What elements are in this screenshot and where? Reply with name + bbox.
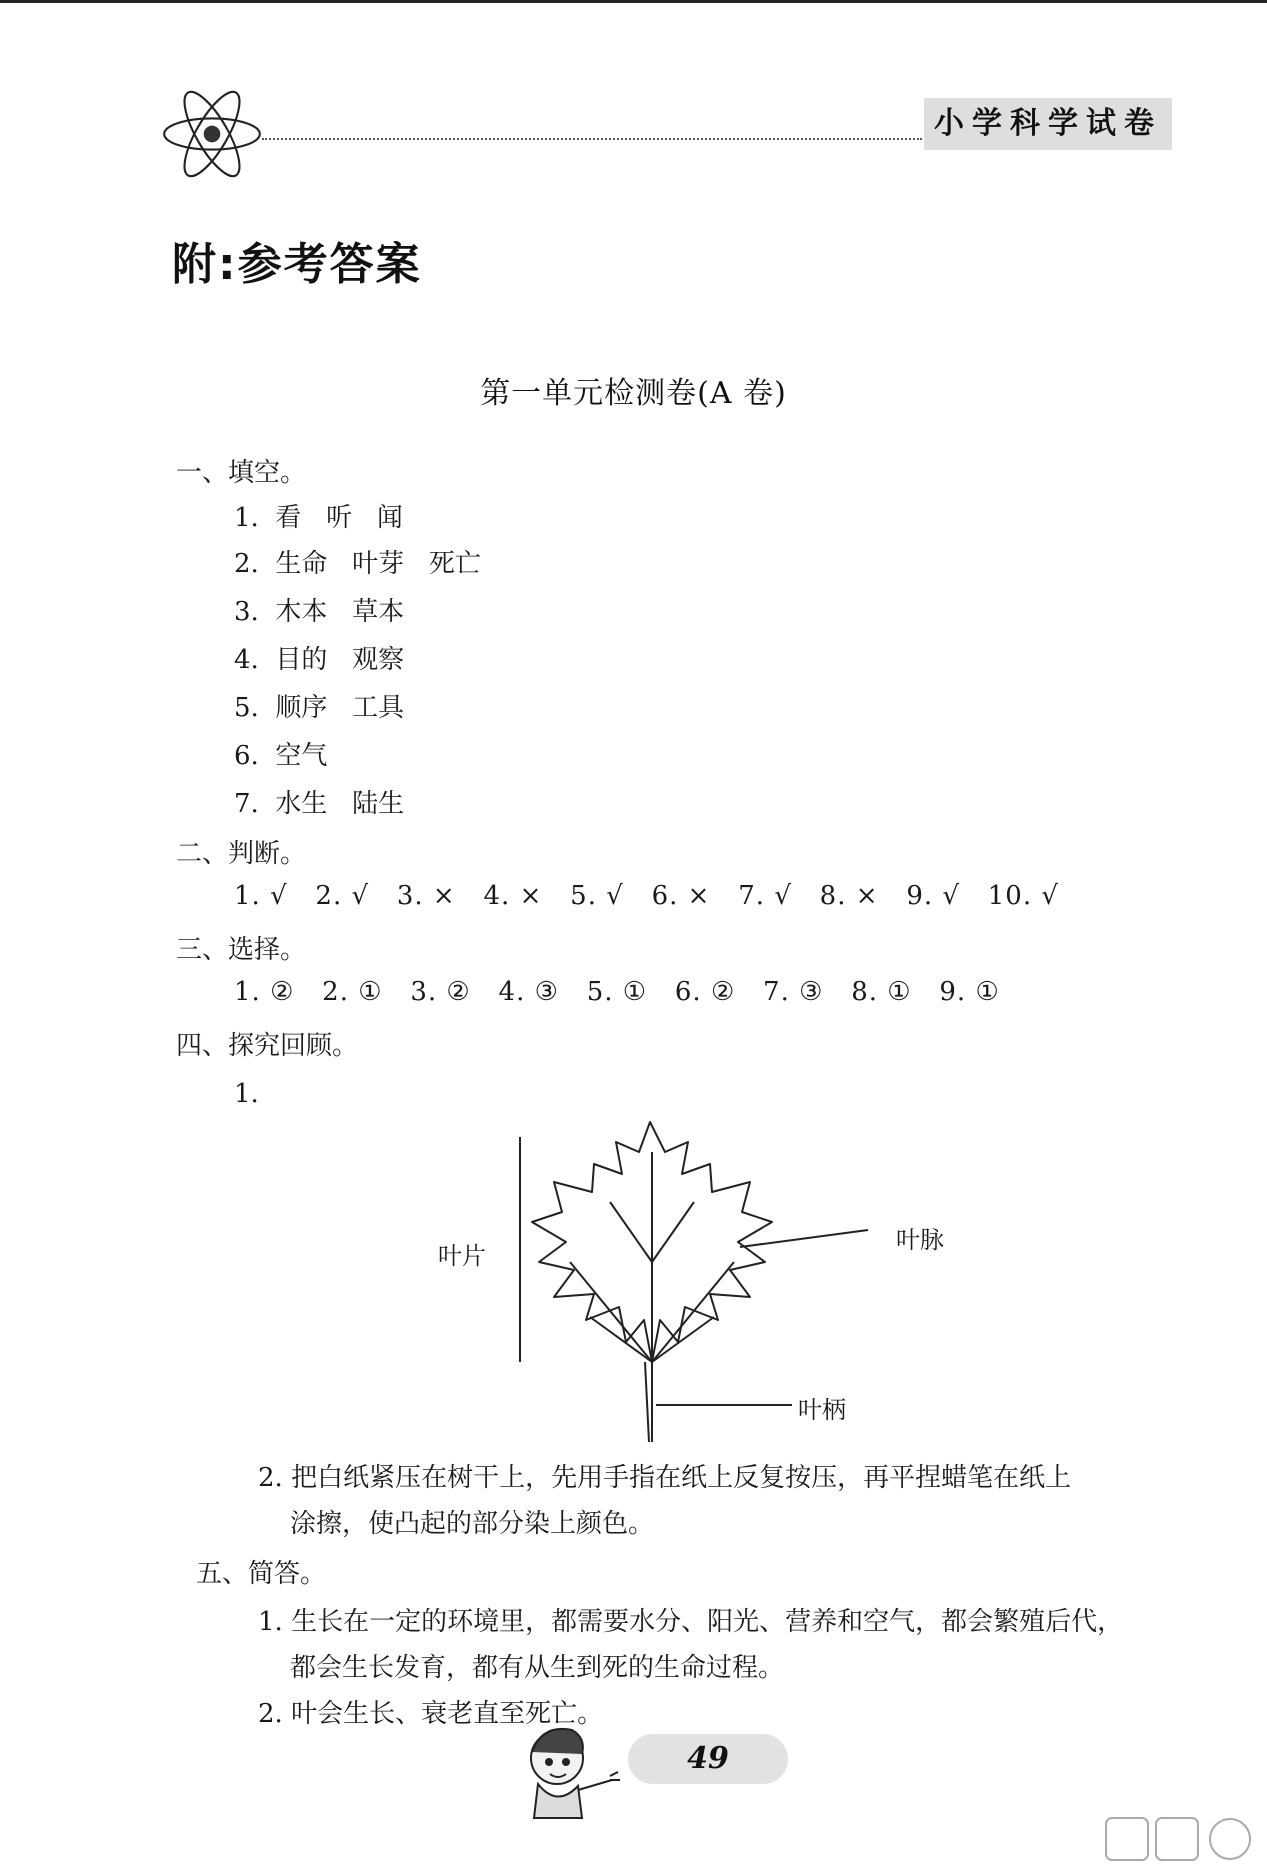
top-rule [0, 0, 1267, 3]
section-judgement: 二、判断。 [176, 839, 307, 869]
list-item: 4. 目的 观察 [234, 645, 405, 675]
list-item: 2. 生命 叶芽 死亡 [234, 549, 481, 579]
label-leaf-petiole: 叶柄 [798, 1396, 846, 1424]
list-item: 1. 看 听 闻 [234, 503, 403, 533]
label-leaf-blade: 叶片 [438, 1242, 486, 1270]
cartoon-boy-icon [512, 1718, 622, 1826]
inquiry-item-1: 1. [234, 1079, 259, 1109]
unit-title: 第一单元检测卷(A 卷) [480, 376, 787, 411]
section-choice: 三、选择。 [176, 935, 307, 965]
section-inquiry: 四、探究回顾。 [176, 1031, 359, 1061]
label-leaf-vein: 叶脉 [896, 1226, 944, 1254]
section-fill-blank: 一、填空。 [176, 458, 307, 488]
watermark-logo [1100, 1812, 1260, 1872]
list-item: 6. 空气 [234, 741, 328, 771]
inquiry-item-2-line1: 2. 把白纸紧压在树干上，先用手指在纸上反复按压，再平捏蜡笔在纸上 [258, 1463, 1072, 1493]
header-dotted-line [262, 138, 922, 140]
appendix-title: 附:参考答案 [172, 239, 422, 290]
short-answer-1-line1: 1. 生长在一定的环境里，都需要水分、阳光、营养和空气，都会繁殖后代， [258, 1607, 1124, 1637]
list-item: 5. 顺序 工具 [234, 693, 405, 723]
short-answer-1-line2: 都会生长发育，都有从生到死的生命过程。 [290, 1653, 785, 1683]
list-item: 7. 水生 陆生 [234, 789, 405, 819]
judgement-answers: 1. √ 2. √ 3. × 4. × 5. √ 6. × 7. √ 8. × 9. √ 10. √ [234, 881, 1059, 911]
section-short-answer: 五、简答。 [196, 1559, 327, 1589]
page-number: 49 [628, 1734, 788, 1784]
atom-icon [160, 82, 264, 186]
header-title: 小学科学试卷 [924, 98, 1172, 150]
list-item: 3. 木本 草本 [234, 597, 405, 627]
short-answer-2: 2. 叶会生长、衰老直至死亡。 [258, 1699, 604, 1729]
maple-leaf-diagram [420, 1112, 960, 1442]
inquiry-item-2-line2: 涂擦，使凸起的部分染上颜色。 [290, 1509, 655, 1539]
choice-answers: 1. ② 2. ① 3. ② 4. ③ 5. ① 6. ② 7. ③ 8. ① 9. ① [234, 977, 1000, 1007]
